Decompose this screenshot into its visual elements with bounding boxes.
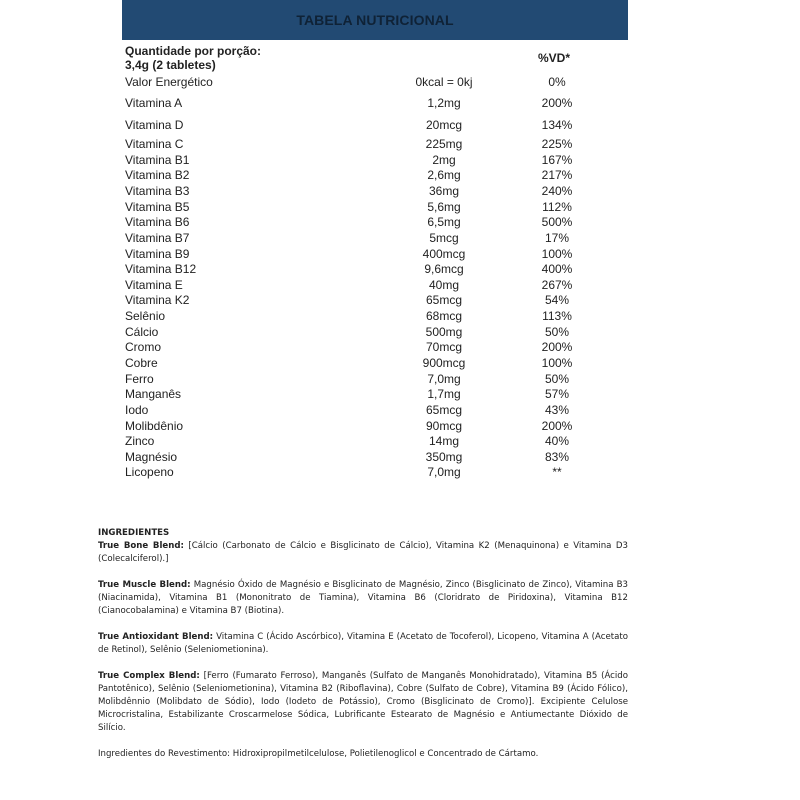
- nutrient-name: Vitamina B5: [125, 200, 190, 214]
- table-row: [122, 434, 628, 449]
- table-row: [122, 184, 628, 199]
- nutrient-quantity: 90mcg: [425, 419, 463, 433]
- table-header-bar: [122, 0, 628, 40]
- nutrient-quantity: 9,6mcg: [424, 262, 464, 276]
- table-row: [122, 168, 628, 183]
- nutrient-vd: 50%: [544, 372, 570, 386]
- nutrient-vd: 0%: [548, 75, 566, 89]
- nutrient-quantity: 7,0mg: [427, 372, 461, 386]
- ingredients-title: INGREDIENTES: [98, 528, 170, 538]
- nutrient-name: Vitamina B9: [125, 247, 190, 261]
- nutrient-vd: 43%: [544, 403, 570, 417]
- ingredient-label: True Antioxidant Blend:: [98, 632, 214, 642]
- table-row: [122, 278, 628, 293]
- nutrient-name: Vitamina E: [125, 278, 183, 292]
- ingredient-label: True Bone Blend:: [98, 541, 184, 551]
- nutrient-name: Vitamina K2: [125, 293, 190, 307]
- nutrient-quantity: 36mg: [428, 184, 460, 198]
- table-row: [122, 325, 628, 340]
- table-row: [122, 153, 628, 168]
- nutrient-name: Vitamina B1: [125, 153, 190, 167]
- nutrient-vd: 54%: [544, 293, 570, 307]
- table-row: [122, 200, 628, 215]
- nutrient-quantity: 5mcg: [429, 231, 459, 245]
- nutrient-quantity: 68mcg: [425, 309, 463, 323]
- table-row: [122, 75, 628, 90]
- table-row: [122, 309, 628, 324]
- serving-label: Quantidade por porção:: [125, 44, 262, 58]
- nutrient-vd: 40%: [544, 434, 570, 448]
- nutrient-quantity: 5,6mg: [427, 200, 461, 214]
- nutrient-quantity: 6,5mg: [427, 215, 461, 229]
- nutrient-quantity: 2,6mg: [427, 168, 461, 182]
- nutrient-quantity: 1,2mg: [427, 96, 461, 110]
- nutrient-vd: 57%: [544, 387, 570, 401]
- ingredients-section: [98, 527, 628, 774]
- nutrient-quantity: 225mg: [425, 137, 463, 151]
- table-row: [122, 247, 628, 262]
- table-row: [122, 465, 628, 480]
- nutrient-name: Vitamina B3: [125, 184, 190, 198]
- ingredient-text: [Ferro (Fumarato Ferroso), Manganês (Sulfato de Manganês Monohidratado), Vitamina B5 (Ácido Pantotênico), Selênio (Seleniometionina), Vitamina B2 (Riboflavina), Cobre (Sulfato de Cobre), Vitamina B9 (Ácido Fólico), Molibdênnio (Molibdato de Sódio), Iodo (Iodeto de Potássio), Cromo (Bisglicinato de Cromo)]. Excipiente Celulose Microcristalina, Estabilizante Croscarmelose Sódica, Lubrificante Estearato de Magnésio e Antiumectante Dióxido de Silício.: [98, 671, 628, 733]
- nutrient-quantity: 0kcal = 0kj: [415, 75, 473, 89]
- ingredient-paragraph: [98, 670, 628, 735]
- ingredient-text: Ingredientes do Revestimento: Hidroxipropilmetilcelulose, Polietilenoglicol e Concentrado de Cártamo.: [98, 749, 539, 759]
- nutrient-vd: 50%: [544, 325, 570, 339]
- table-row: [122, 293, 628, 308]
- nutrient-vd: 83%: [544, 450, 570, 464]
- nutrition-table: [122, 0, 628, 490]
- table-row: [122, 96, 628, 111]
- nutrient-name: Valor Energético: [125, 75, 213, 89]
- nutrient-quantity: 40mg: [428, 278, 460, 292]
- ingredient-label: True Muscle Blend:: [98, 580, 191, 590]
- nutrient-name: Vitamina C: [125, 137, 184, 151]
- nutrient-quantity: 2mg: [432, 153, 456, 167]
- table-row: [122, 450, 628, 465]
- ingredient-paragraph: [98, 540, 628, 566]
- serving-value: 3,4g (2 tabletes): [125, 58, 216, 72]
- nutrient-vd: 225%: [541, 137, 573, 151]
- nutrient-vd: 113%: [542, 309, 572, 323]
- nutrient-quantity: 500mg: [425, 325, 463, 339]
- nutrient-quantity: 14mg: [428, 434, 460, 448]
- nutrient-quantity: 400mcg: [422, 247, 466, 261]
- nutrient-vd: 167%: [541, 153, 573, 167]
- serving-size: [125, 44, 261, 72]
- nutrient-quantity: 70mcg: [425, 340, 463, 354]
- table-title: TABELA NUTRICIONAL: [296, 12, 454, 28]
- ingredient-text: Magnésio Óxido de Magnésio e Bisglicinato de Magnésio, Zinco (Bisglicinato de Zinco), Vitamina B3 (Niacinamida), Vitamina B1 (Mononitrato de Tiamina), Vitamina B6 (Cloridrato de Piridoxina), Vitamina B12 (Cianocobalamina) e Vitamina B7 (Biotina).: [98, 580, 628, 616]
- vd-column-header: %VD*: [538, 51, 571, 65]
- ingredient-text: [Cálcio (Carbonato de Cálcio e Bisglicinato de Cálcio), Vitamina K2 (Menaquinona) e Vitamina D3 (Colecalciferol).]: [98, 541, 628, 564]
- nutrient-vd: 134%: [541, 118, 573, 132]
- nutrient-quantity: 20mcg: [425, 118, 463, 132]
- nutrient-name: Vitamina B2: [125, 168, 190, 182]
- table-row: [122, 215, 628, 230]
- nutrient-name: Vitamina A: [125, 96, 183, 110]
- nutrient-quantity: 1,7mg: [427, 387, 461, 401]
- nutrient-name: Licopeno: [125, 465, 174, 479]
- nutrient-quantity: 350mg: [425, 450, 463, 464]
- nutrient-vd: 267%: [541, 278, 573, 292]
- nutrient-name: Vitamina D: [125, 118, 184, 132]
- ingredient-paragraph: [98, 579, 628, 618]
- ingredient-text: Vitamina C (Ácido Ascórbico), Vitamina E (Acetato de Tocoferol), Licopeno, Vitamina A (Acetato de Retinol), Selênio (Seleniometionina).: [98, 632, 628, 655]
- nutrient-name: Cobre: [125, 356, 158, 370]
- nutrient-name: Magnésio: [125, 450, 178, 464]
- table-row: [122, 340, 628, 355]
- nutrient-quantity: 900mcg: [422, 356, 466, 370]
- nutrient-name: Iodo: [125, 403, 149, 417]
- nutrient-name: Cálcio: [125, 325, 159, 339]
- nutrient-name: Vitamina B7: [125, 231, 190, 245]
- nutrient-vd: 200%: [541, 419, 573, 433]
- ingredients-list: [98, 540, 628, 761]
- nutrient-name: Vitamina B12: [125, 262, 197, 276]
- nutrient-name: Molibdênio: [125, 419, 184, 433]
- nutrient-vd: 100%: [541, 247, 573, 261]
- nutrient-name: Cromo: [125, 340, 162, 354]
- table-row: [122, 387, 628, 402]
- nutrient-name: Zinco: [125, 434, 155, 448]
- nutrient-vd: 100%: [541, 356, 573, 370]
- nutrient-vd: 217%: [541, 168, 573, 182]
- nutrient-vd: 400%: [541, 262, 573, 276]
- nutrient-name: Ferro: [125, 372, 154, 386]
- table-row: [122, 356, 628, 371]
- nutrient-vd: 112%: [542, 200, 572, 214]
- nutrient-vd: 500%: [541, 215, 573, 229]
- nutrient-quantity: 65mcg: [425, 293, 463, 307]
- table-row: [122, 118, 628, 133]
- nutrient-vd: **: [552, 465, 562, 479]
- table-row: [122, 137, 628, 152]
- nutrient-vd: 17%: [544, 231, 570, 245]
- ingredient-paragraph: [98, 748, 628, 761]
- ingredient-label: True Complex Blend:: [98, 671, 200, 681]
- nutrient-quantity: 7,0mg: [427, 465, 461, 479]
- table-row: [122, 262, 628, 277]
- nutrient-name: Manganês: [125, 387, 182, 401]
- table-row: [122, 419, 628, 434]
- nutrient-name: Selênio: [125, 309, 166, 323]
- nutrient-vd: 200%: [541, 96, 573, 110]
- nutrient-vd: 240%: [541, 184, 573, 198]
- nutrient-name: Vitamina B6: [125, 215, 190, 229]
- nutrient-vd: 200%: [541, 340, 573, 354]
- nutrient-quantity: 65mcg: [425, 403, 463, 417]
- table-row: [122, 372, 628, 387]
- table-row: [122, 231, 628, 246]
- ingredient-paragraph: [98, 631, 628, 657]
- table-row: [122, 403, 628, 418]
